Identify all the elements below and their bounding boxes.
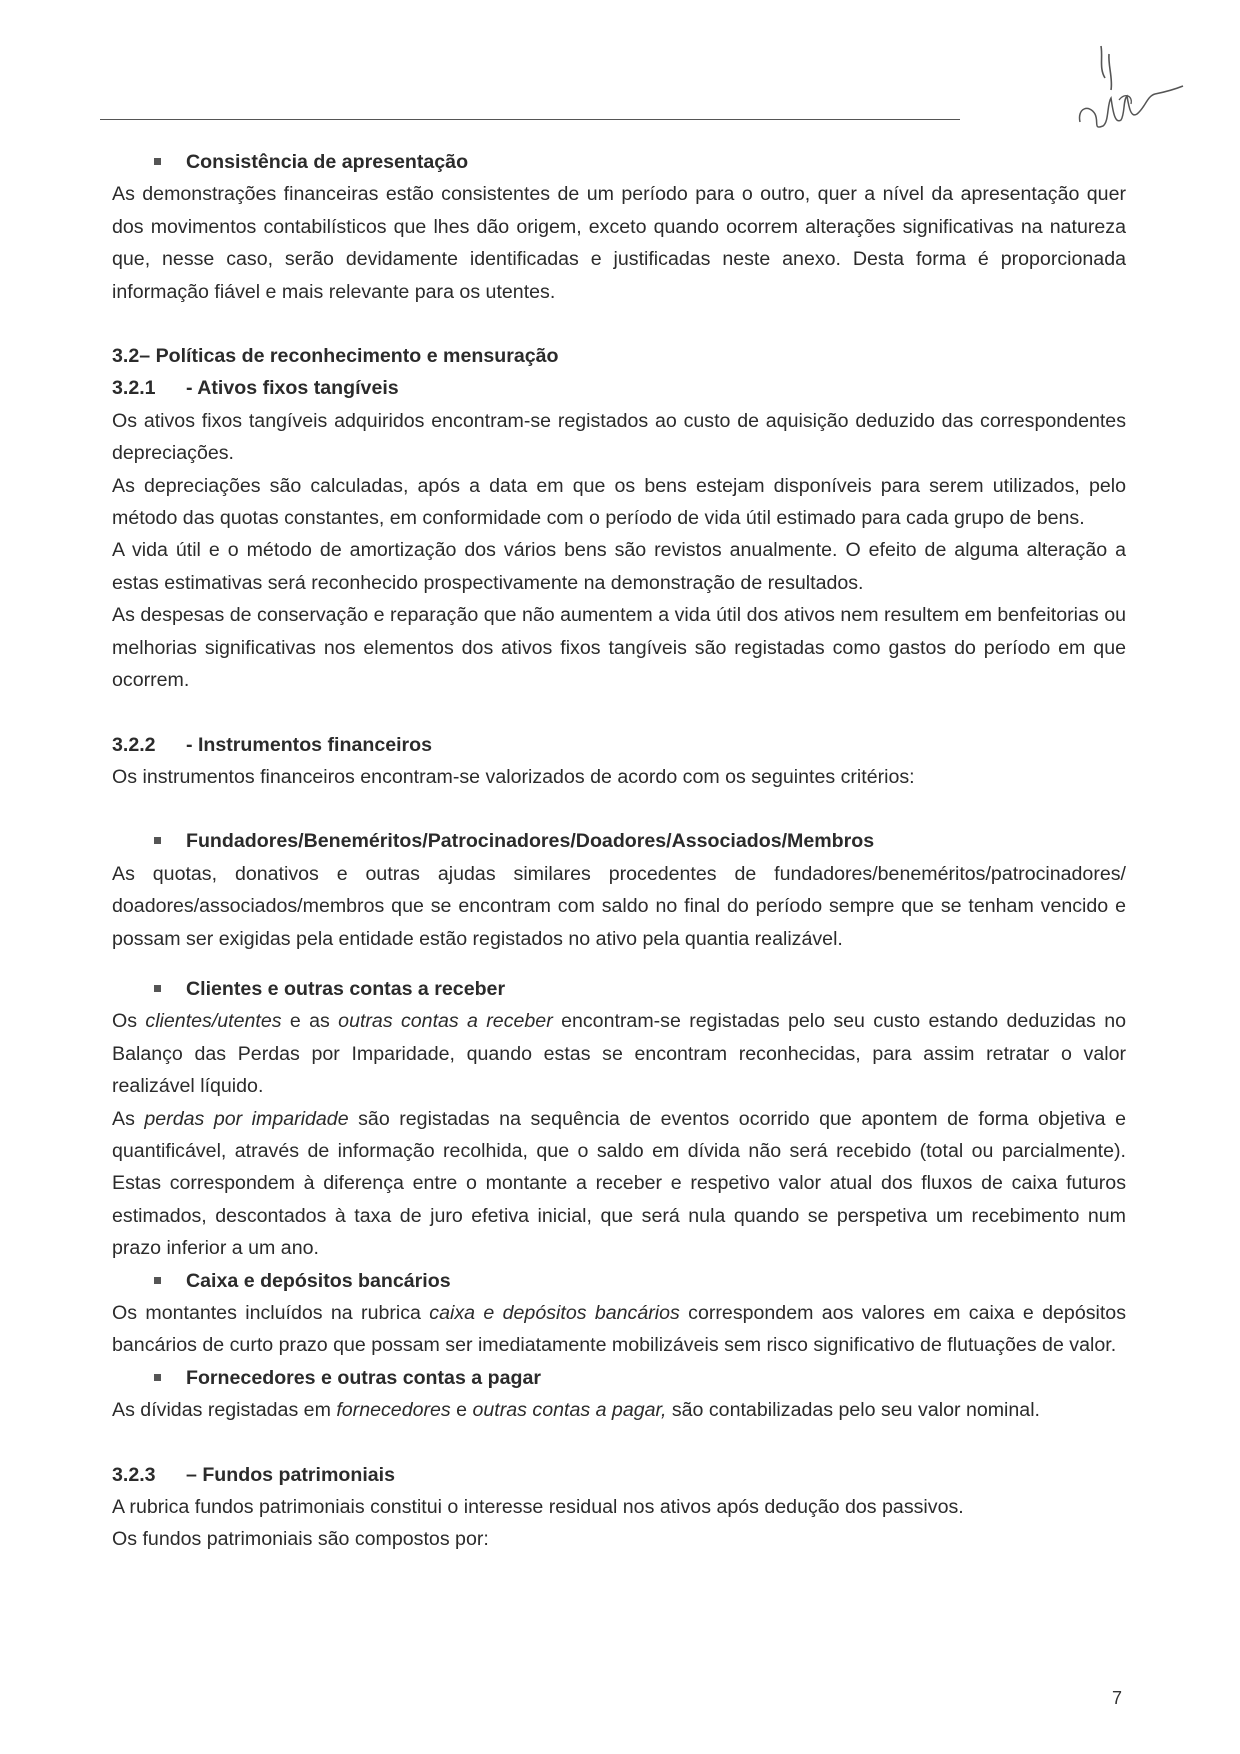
paragraph: Os fundos patrimoniais são compostos por:	[112, 1528, 489, 1551]
heading-caixa	[112, 1265, 1126, 1297]
heading-text: Clientes e outras contas a receber	[186, 977, 506, 1000]
section-title: – Fundos patrimoniais	[186, 1463, 396, 1486]
section-heading-3-2: 3.2– Políticas de reconhecimento e mensuração	[112, 345, 559, 368]
section-number: 3.2.3	[112, 1463, 156, 1486]
heading-text: Caixa e depósitos bancários	[186, 1269, 451, 1292]
heading-consistencia	[112, 146, 1126, 178]
bullet-square-icon	[154, 985, 161, 992]
paragraph: Os clientes/utentes e as outras contas a receber encontram-se registadas pelo seu custo estando deduzidas no Balanço das Perdas por Imparidade, quando estas se encontram reconhecidas, para assim retratar o valor realizável líquido.	[112, 1010, 1126, 1098]
section-number: 3.2.1	[112, 377, 156, 400]
paragraph: A rubrica fundos patrimoniais constitui o interesse residual nos ativos após dedução dos passivos.	[112, 1496, 964, 1519]
section-title: - Ativos fixos tangíveis	[186, 377, 399, 400]
header-rule	[100, 119, 960, 120]
document-body	[112, 146, 1126, 1556]
section-heading-3-2-2	[112, 729, 1126, 761]
paragraph: Os montantes incluídos na rubrica caixa e depósitos bancários correspondem aos valores em caixa e depósitos bancários de curto prazo que possam ser imediatamente mobilizáveis sem risco significativo de flutuações de valor.	[112, 1302, 1127, 1357]
paragraph: Os ativos fixos tangíveis adquiridos encontram-se registados ao custo de aquisição deduzido das correspondentes depreciações.	[112, 409, 1126, 465]
heading-clientes	[112, 973, 1126, 1005]
heading-fornecedores	[112, 1362, 1126, 1394]
heading-text: Consistência de apresentação	[186, 151, 469, 173]
paragraph: As dívidas registadas em fornecedores e outras contas a pagar, são contabilizadas pelo seu valor nominal.	[112, 1399, 1040, 1422]
paragraph: As quotas, donativos e outras ajudas similares procedentes de fundadores/beneméritos/patrocinadores/ doadores/associados/membros que se encontram com saldo no final do período sempre que se tenham vencido e possam ser exigidas pela entidade estão registados no ativo pela quantia realizável.	[112, 862, 1126, 950]
paragraph: Os instrumentos financeiros encontram-se valorizados de acordo com os seguintes critérios:	[112, 765, 915, 788]
paragraph: As despesas de conservação e reparação que não aumentem a vida útil dos ativos nem resultem em benfeitorias ou melhorias significativas nos elementos dos ativos fixos tangíveis são registadas como gastos do período em que ocorrem.	[112, 604, 1126, 692]
paragraph: As depreciações são calculadas, após a data em que os bens estejam disponíveis para serem utilizados, pelo método das quotas constantes, em conformidade com o período de vida útil estimado para cada grupo de bens.	[112, 474, 1126, 530]
heading-fundadores	[112, 825, 1126, 857]
section-heading-3-2-1	[112, 372, 1126, 404]
heading-text: Fundadores/Beneméritos/Patrocinadores/Doadores/Associados/Membros	[186, 830, 875, 853]
section-number: 3.2.2	[112, 733, 156, 756]
heading-text: Fornecedores e outras contas a pagar	[186, 1366, 541, 1389]
section-heading-3-2-3	[112, 1459, 1126, 1491]
paragraph: As demonstrações financeiras estão consistentes de um período para o outro, quer a nível da apresentação quer dos movimentos contabilísticos que lhes dão origem, exceto quando ocorrem alterações significativas na natureza que, nesse caso, serão devidamente identificadas e justificadas neste anexo. Desta forma é proporcionada informação fiável e mais relevante para os utentes.	[112, 183, 1126, 303]
handwritten-signature	[1075, 38, 1185, 138]
paragraph: As perdas por imparidade são registadas na sequência de eventos ocorrido que apontem de forma objetiva e quantificável, através de informação recolhida, que o saldo em dívida não será recebido (total ou parcialmente). Estas correspondem à diferença entre o montante a receber e respetivo valor atual dos fluxos de caixa futuros estimados, descontados à taxa de juro efetiva inicial, que será nula quando se perspetiva um recebimento num prazo inferior a um ano.	[112, 1107, 1126, 1260]
page-number: 7	[1112, 1688, 1123, 1708]
paragraph: A vida útil e o método de amortização dos vários bens são revistos anualmente. O efeito de alguma alteração a estas estimativas será reconhecido prospectivamente na demonstração de resultados.	[112, 539, 1126, 594]
section-title: - Instrumentos financeiros	[186, 733, 433, 756]
bullet-square-icon	[154, 1277, 161, 1284]
bullet-square-icon	[154, 1374, 161, 1381]
bullet-square-icon	[154, 158, 161, 165]
bullet-square-icon	[154, 837, 161, 844]
